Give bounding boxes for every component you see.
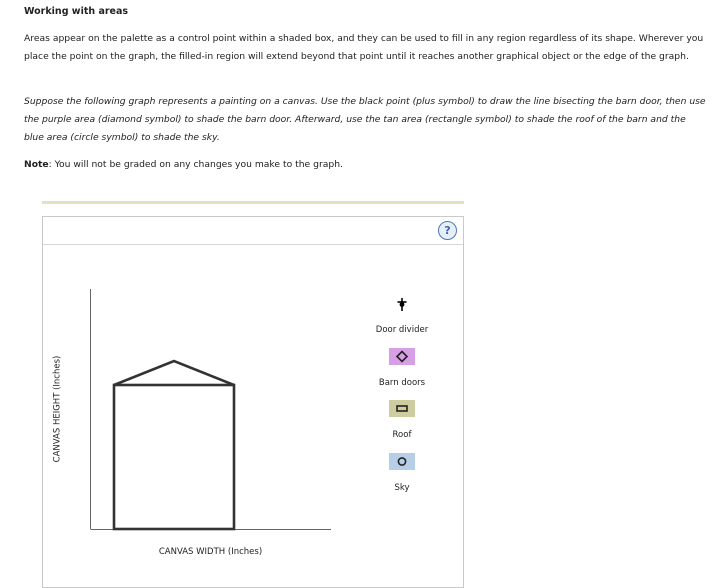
help-button[interactable]: ? (438, 221, 457, 240)
palette-label-sky: Sky (394, 483, 410, 493)
barn-body[interactable] (114, 385, 234, 529)
divider-bar (42, 201, 464, 204)
instructions-text: Suppose the following graph represents a painting on a canvas. Use the black point (plus symbol) to draw the line bisecting the barn door, then use the purple area (diamond symbol) to shade the barn door. Afterward, use the tan area (rectangle symbol) to shade the roof of the barn and the blue area (circle symbol) to shade the sky. (24, 96, 706, 143)
barn-roof[interactable] (114, 361, 234, 385)
plus-point-icon (368, 295, 436, 313)
intro-text: Areas appear on the palette as a control point within a shaded box, and they can be used to fill in any region regardless of its shape. Wherever you place the point on the graph, the filled-in region will extend beyond that point until it reaches another graphical object or the edge of the graph. (24, 33, 704, 62)
rectangle-swatch (389, 400, 415, 417)
rectangle-icon (389, 400, 415, 417)
palette-label-barn-doors: Barn doors (378, 378, 426, 388)
note-text: : You will not be graded on any changes you make to the graph. (48, 159, 343, 170)
heading: Working with areas (24, 6, 129, 17)
note (24, 156, 708, 174)
x-axis-label: CANVAS WIDTH (Inches) (158, 547, 263, 557)
graph-panel (42, 216, 464, 588)
note-label: Note (24, 159, 49, 170)
circle-icon (389, 453, 415, 470)
diamond-icon (389, 348, 415, 365)
circle-swatch (389, 453, 415, 470)
y-axis-label: CANVAS HEIGHT (Inches) (52, 355, 63, 463)
palette-label-door-divider: Door divider (375, 325, 429, 335)
diamond-swatch (389, 348, 415, 365)
palette-label-roof: Roof (392, 430, 412, 440)
